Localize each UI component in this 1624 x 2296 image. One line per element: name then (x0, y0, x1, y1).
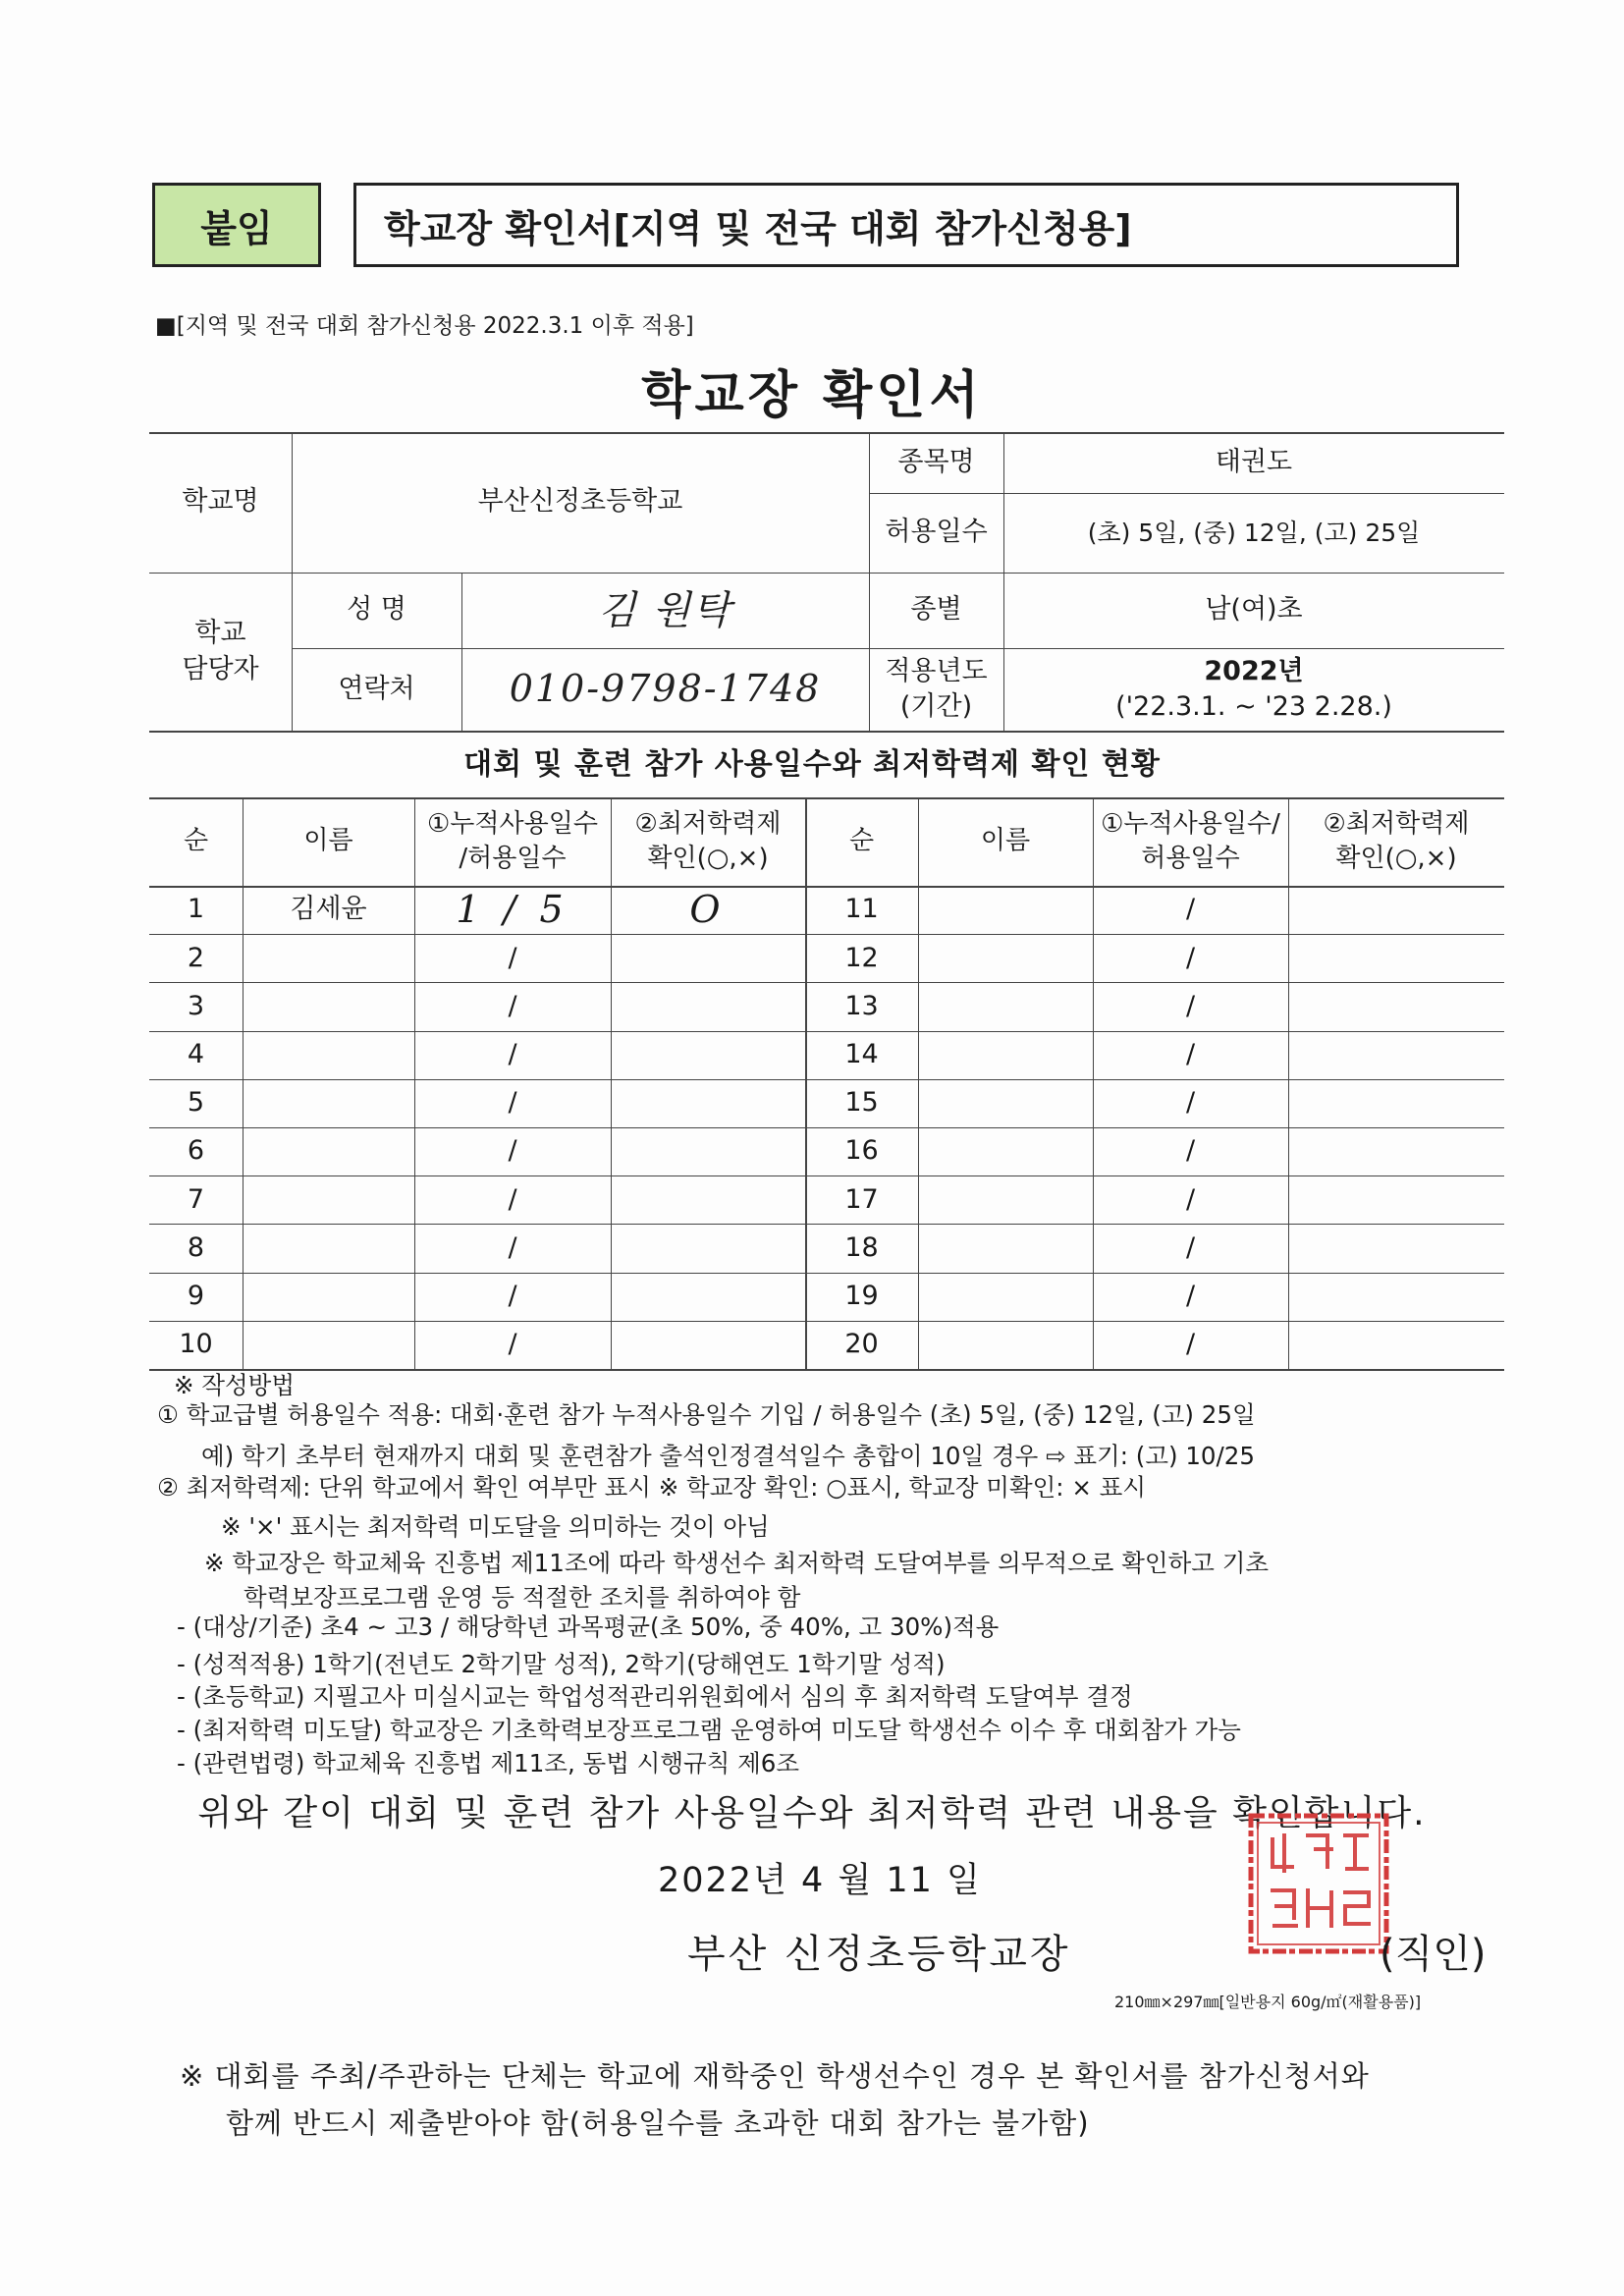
section-title: 대회 및 훈련 참가 사용일수와 최저학력제 확인 현황 (463, 747, 1161, 782)
row-seq: 12 (844, 942, 879, 973)
row-academic-check (611, 1175, 805, 1224)
row-name (918, 1079, 1093, 1127)
row-name (243, 1031, 414, 1079)
footnote-line-2: 함께 반드시 제출받아야 함(허용일수를 초과한 대회 참가는 불가함) (226, 2106, 1090, 2140)
method-line: - (대상/기준) 초4 ~ 고3 / 해당학년 과목평균(초 50%, 중 40%, 고 30%)적용 (177, 1613, 1000, 1641)
row-days: / (508, 1329, 517, 1360)
row-seq: 15 (844, 1087, 879, 1119)
attachment-tag: 붙임 (152, 183, 321, 267)
paper-spec: 210㎜×297㎜[일반용지 60g/㎡(재활용품)] (1114, 1993, 1422, 2011)
confirmation-statement: 위와 같이 대회 및 훈련 참가 사용일수와 최저학력 관련 내용을 확인합니다. (197, 1793, 1427, 1833)
row-name (243, 1127, 414, 1175)
contact-value: 010-9798-1748 (509, 667, 822, 711)
method-line: ※ '×' 표시는 최저학력 미도달을 의미하는 것이 아님 (221, 1512, 770, 1541)
row-academic-check (1288, 982, 1504, 1030)
row-academic-check (1288, 886, 1504, 934)
division-label: 종별 (910, 594, 962, 626)
row-days: / (508, 1135, 517, 1167)
official-seal-stamp (1245, 1810, 1392, 1957)
row-academic-check (611, 1321, 805, 1369)
row-seq: 14 (844, 1038, 879, 1069)
method-line: - (관련법령) 학교체육 진흥법 제11조, 동법 시행규칙 제6조 (177, 1749, 800, 1777)
footnote-line-1: ※ 대회를 주최/주관하는 단체는 학교에 재학중인 학생선수인 경우 본 확인서를 참가신청서와 (180, 2059, 1370, 2093)
period-label-line1: 적용년도 (885, 655, 988, 686)
method-line: 학력보장프로그램 운영 등 적절한 조치를 취하여야 함 (244, 1583, 801, 1612)
row-days: / (508, 1231, 517, 1263)
row-seq: 18 (844, 1231, 879, 1263)
row-seq: 9 (187, 1280, 205, 1311)
row-days: / (1185, 990, 1196, 1021)
row-name (243, 1079, 414, 1127)
header-days-left-line: /허용일수 (459, 844, 567, 873)
row-name: 김세윤 (290, 894, 367, 925)
header-days-right (1093, 797, 1288, 886)
row-academic-check (611, 1273, 805, 1321)
row-seq: 16 (844, 1135, 879, 1167)
method-line: - (초등학교) 지필고사 미실시교는 학업성적관리위원회에서 심의 후 최저학력 도달여부 결정 (177, 1682, 1133, 1711)
row-name (918, 886, 1093, 934)
header-seq-left-line: 순 (183, 826, 209, 856)
method-line: ① 학교급별 허용일수 적용: 대회·훈련 참가 누적사용일수 기입 / 허용일수 (초) 5일, (중) 12일, (고) 25일 (157, 1400, 1256, 1429)
row-academic-check (611, 1127, 805, 1175)
row-academic-check (611, 982, 805, 1030)
row-academic-check (1288, 1079, 1504, 1127)
period-label (869, 648, 1003, 731)
row-days: 1 / 5 (456, 887, 569, 931)
row-days: / (508, 1280, 517, 1311)
row-name (918, 1175, 1093, 1224)
row-academic-check (611, 934, 805, 982)
row-name (918, 982, 1093, 1030)
header-days-right-line: ①누적사용일수/ (1101, 808, 1280, 839)
row-academic-check (1288, 1224, 1504, 1272)
header-academic-check-right-line: 확인(○,×) (1335, 844, 1457, 873)
row-name (243, 1175, 414, 1224)
header-academic-check-right (1288, 797, 1504, 886)
row-academic-check (1288, 1127, 1504, 1175)
manager-label (149, 573, 292, 731)
row-name (243, 934, 414, 982)
header-seq-right (805, 797, 918, 886)
row-name (918, 1127, 1093, 1175)
header-name-left-line: 이름 (303, 826, 353, 856)
row-name (243, 982, 414, 1030)
contact-label: 연락처 (338, 673, 415, 704)
row-days: / (508, 1087, 517, 1119)
row-seq: 6 (187, 1135, 205, 1167)
row-days: / (1185, 1087, 1196, 1119)
row-seq: 7 (187, 1183, 205, 1215)
header-name-left (243, 797, 414, 886)
row-academic-check (1288, 1175, 1504, 1224)
header-academic-check-left-line: 확인(○,×) (647, 844, 769, 873)
method-line: - (성적적용) 1학기(전년도 2학기말 성적), 2학기(당해연도 1학기말 성적) (177, 1650, 946, 1678)
sport-label: 종목명 (897, 446, 975, 477)
row-name (243, 1273, 414, 1321)
period-value (1003, 648, 1504, 731)
method-line: ② 최저학력제: 단위 학교에서 확인 여부만 표시 ※ 학교장 확인: ○표시, 학교장 미확인: × 표시 (157, 1473, 1146, 1502)
school-name-label: 학교명 (182, 486, 259, 518)
manager-name-value: 김 원탁 (598, 587, 732, 633)
sport-value: 태권도 (1215, 446, 1293, 477)
row-seq: 4 (187, 1038, 205, 1069)
principal-signature: 부산 신정초등학교장 (687, 1932, 1071, 1977)
method-line: ※ 학교장은 학교체육 진흥법 제11조에 따라 학생선수 최저학력 도달여부를 의무적으로 확인하고 기초 (204, 1549, 1270, 1577)
header-name-right (918, 797, 1093, 886)
manager-name-label: 성 명 (347, 594, 406, 626)
period-label-line2: (기간) (899, 691, 973, 722)
document-header-title: 학교장 확인서[지역 및 전국 대회 참가신청용] (353, 183, 1459, 267)
row-name (243, 1321, 414, 1369)
row-name (918, 934, 1093, 982)
manager-label-line2: 담당자 (182, 653, 259, 684)
row-days: / (508, 942, 517, 973)
header-days-right-line: 허용일수 (1141, 844, 1240, 873)
school-name-value: 부산신정초등학교 (477, 486, 683, 518)
row-days: / (508, 990, 517, 1021)
header-name-right-line: 이름 (980, 826, 1031, 856)
row-seq: 5 (187, 1087, 205, 1119)
division-value: 남(여)초 (1205, 594, 1303, 626)
row-name (918, 1273, 1093, 1321)
manager-label-line1: 학교 (194, 618, 246, 649)
row-days: / (1185, 1038, 1196, 1069)
row-seq: 1 (187, 894, 205, 925)
row-name (918, 1224, 1093, 1272)
method-line: - (최저학력 미도달) 학교장은 기초학력보장프로그램 운영하여 미도달 학생선수 이수 후 대회참가 가능 (177, 1716, 1241, 1744)
period-year: 2022년 (1204, 655, 1304, 686)
method-line: 예) 학기 초부터 현재까지 대회 및 훈련참가 출석인정결석일수 총합이 10일 경우 ⇨ 표기: (고) 10/25 (201, 1442, 1255, 1470)
row-name (243, 1224, 414, 1272)
header-academic-check-left (611, 797, 805, 886)
allowed-days-value: (초) 5일, (중) 12일, (고) 25일 (1087, 518, 1421, 547)
row-name (918, 1321, 1093, 1369)
header-academic-check-left-line: ②최저학력제 (634, 808, 782, 839)
row-days: / (1185, 1329, 1196, 1360)
row-academic-check (1288, 934, 1504, 982)
row-seq: 13 (844, 990, 879, 1021)
period-range: ('22.3.1. ~ '23 2.28.) (1115, 691, 1392, 722)
row-days: / (1185, 894, 1196, 925)
row-days: / (508, 1038, 517, 1069)
header-days-left-line: ①누적사용일수 (426, 808, 598, 839)
method-heading: ※ 작성방법 (174, 1371, 295, 1399)
row-academic-check (611, 1031, 805, 1079)
row-academic-check: O (689, 887, 727, 931)
seal-label: (직인) (1380, 1932, 1487, 1977)
row-days: / (1185, 1231, 1196, 1263)
row-academic-check (611, 1224, 805, 1272)
row-seq: 8 (187, 1231, 205, 1263)
header-days-left (414, 797, 611, 886)
row-academic-check (1288, 1031, 1504, 1079)
header-academic-check-right-line: ②최저학력제 (1323, 808, 1470, 839)
row-seq: 10 (179, 1329, 213, 1360)
row-academic-check (1288, 1273, 1504, 1321)
page-title: 학교장 확인서 (641, 366, 983, 425)
row-name (918, 1031, 1093, 1079)
allowed-days-label: 허용일수 (885, 517, 988, 548)
row-seq: 19 (844, 1280, 879, 1311)
row-days: / (1185, 1280, 1196, 1311)
applicability-note: ■[지역 및 전국 대회 참가신청용 2022.3.1 이후 적용] (155, 313, 694, 339)
row-days: / (1185, 1135, 1196, 1167)
row-seq: 11 (844, 894, 879, 925)
header-seq-right-line: 순 (848, 826, 875, 856)
row-academic-check (611, 1079, 805, 1127)
row-seq: 2 (187, 942, 205, 973)
row-seq: 20 (844, 1329, 879, 1360)
issue-date: 2022년 4 월 11 일 (658, 1861, 982, 1900)
row-academic-check (1288, 1321, 1504, 1369)
row-days: / (508, 1183, 517, 1215)
row-seq: 17 (844, 1183, 879, 1215)
row-seq: 3 (187, 990, 205, 1021)
row-days: / (1185, 1183, 1196, 1215)
row-days: / (1185, 942, 1196, 973)
header-seq-left (149, 797, 243, 886)
